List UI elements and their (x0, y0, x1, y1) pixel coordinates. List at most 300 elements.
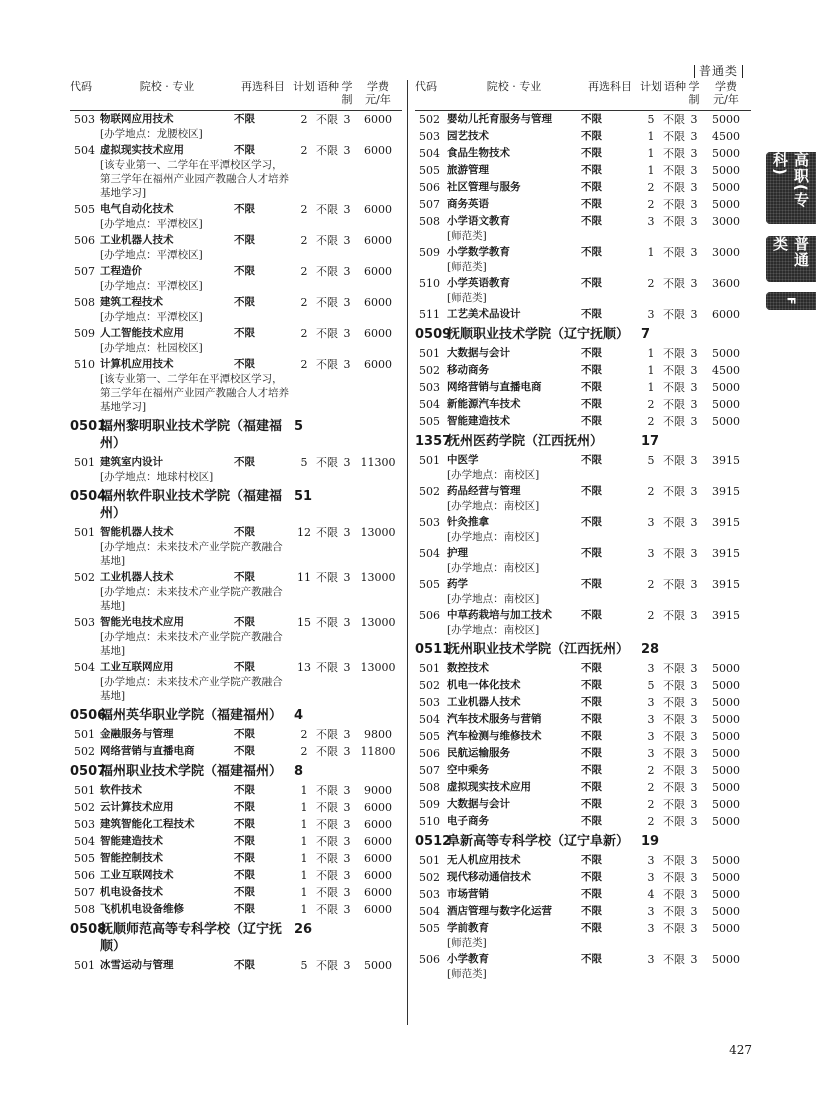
table-row (70, 867, 402, 884)
subject-requirement: 不限 (234, 835, 255, 847)
years: 3 (343, 456, 351, 469)
language: 不限 (316, 903, 338, 916)
table-row (415, 483, 751, 514)
table-row (415, 852, 751, 869)
major-code: 503 (419, 888, 440, 901)
table-row (415, 545, 751, 576)
subject-requirement: 不限 (581, 277, 602, 289)
plan-count: 3 (647, 547, 655, 560)
note-spacer (415, 291, 447, 305)
note-spacer (70, 630, 100, 658)
years: 3 (690, 713, 698, 726)
major-name: 移动商务 (447, 364, 489, 376)
language: 不限 (316, 959, 338, 972)
major-note: [办学地点：龙腰校区] (100, 128, 203, 140)
tab-general[interactable]: 普通类 (766, 236, 816, 282)
years: 3 (690, 415, 698, 428)
note-spacer (415, 468, 447, 482)
plan-count: 11 (297, 571, 311, 584)
years: 3 (690, 905, 698, 918)
major-name: 园艺技术 (447, 130, 489, 142)
years: 3 (343, 327, 351, 340)
major-note: [师范类] (447, 261, 487, 273)
fee: 5000 (712, 798, 740, 811)
major-note: [办学地点：平潭校区] (100, 280, 203, 292)
fee: 5000 (712, 922, 740, 935)
fee: 13000 (360, 571, 396, 584)
language: 不限 (316, 886, 338, 899)
page-number: 427 (729, 1043, 752, 1057)
plan-count: 1 (647, 246, 655, 259)
major-code: 510 (419, 815, 440, 828)
major-code: 507 (74, 265, 95, 278)
language: 不限 (663, 454, 685, 467)
header-code: 代码 (415, 80, 437, 93)
note-spacer (70, 158, 100, 200)
plan-count: 2 (647, 578, 655, 591)
plan-count: 3 (647, 713, 655, 726)
table-header (415, 80, 751, 111)
fee: 5000 (712, 815, 740, 828)
subject-requirement: 不限 (234, 234, 255, 246)
table-row (70, 111, 402, 142)
table-row (415, 694, 751, 711)
major-note: [办学地点：南校区] (447, 500, 540, 512)
subject-requirement: 不限 (581, 198, 602, 210)
tab-vocational[interactable]: 高职(专科) (766, 152, 816, 224)
years: 3 (690, 398, 698, 411)
table-row (415, 306, 751, 323)
school-plan: 51 (294, 489, 313, 504)
years: 3 (690, 662, 698, 675)
fee: 6000 (364, 852, 392, 865)
major-name: 工业机器人技术 (100, 571, 174, 583)
years: 3 (690, 246, 698, 259)
major-code: 501 (419, 347, 440, 360)
major-name: 电气自动化技术 (100, 203, 174, 215)
plan-count: 5 (300, 456, 308, 469)
major-code: 502 (419, 485, 440, 498)
years: 3 (690, 516, 698, 529)
language: 不限 (663, 781, 685, 794)
language: 不限 (316, 113, 338, 126)
plan-count: 3 (647, 730, 655, 743)
years: 3 (690, 871, 698, 884)
subject-requirement: 不限 (581, 113, 602, 125)
major-code: 501 (74, 784, 95, 797)
fee: 5000 (712, 747, 740, 760)
major-code: 506 (74, 869, 95, 882)
major-code: 502 (419, 679, 440, 692)
years: 3 (343, 745, 351, 758)
language: 不限 (316, 203, 338, 216)
fee: 6000 (364, 903, 392, 916)
subject-requirement: 不限 (581, 547, 602, 559)
fee: 5000 (712, 415, 740, 428)
note-spacer (415, 229, 447, 243)
language: 不限 (316, 456, 338, 469)
major-code: 503 (74, 616, 95, 629)
table-row (415, 452, 751, 483)
major-name: 护理 (447, 547, 468, 559)
language: 不限 (316, 869, 338, 882)
years: 3 (690, 798, 698, 811)
fee: 3000 (712, 215, 740, 228)
table-row (70, 263, 402, 294)
plan-count: 2 (300, 745, 308, 758)
years: 3 (690, 454, 698, 467)
language: 不限 (316, 801, 338, 814)
major-code: 504 (419, 713, 440, 726)
major-code: 505 (419, 415, 440, 428)
fee: 5000 (712, 398, 740, 411)
fee: 3915 (712, 547, 740, 560)
subject-requirement: 不限 (581, 713, 602, 725)
school-plan: 5 (294, 419, 304, 434)
years: 3 (690, 888, 698, 901)
language: 不限 (663, 679, 685, 692)
fee: 5000 (712, 347, 740, 360)
school-heading (70, 707, 402, 724)
subject-requirement: 不限 (581, 696, 602, 708)
language: 不限 (663, 277, 685, 290)
major-note: [办学地点：南校区] (447, 531, 540, 543)
language: 不限 (663, 198, 685, 211)
subject-requirement: 不限 (234, 903, 255, 915)
major-name: 民航运输服务 (447, 747, 510, 759)
table-row (415, 179, 751, 196)
subject-requirement: 不限 (234, 745, 255, 757)
plan-count: 3 (647, 854, 655, 867)
table-row (415, 111, 751, 128)
major-name: 工业互联网应用 (100, 661, 174, 673)
major-name: 软件技术 (100, 784, 142, 796)
header-lang: 语种 (664, 80, 686, 93)
plan-count: 1 (647, 347, 655, 360)
language: 不限 (663, 953, 685, 966)
fee: 3915 (712, 609, 740, 622)
language: 不限 (663, 798, 685, 811)
plan-count: 1 (300, 784, 308, 797)
fee: 3915 (712, 454, 740, 467)
school-name: 福州职业技术学院（福建福州） (100, 764, 283, 779)
major-code: 504 (74, 144, 95, 157)
subject-requirement: 不限 (234, 818, 255, 830)
fee: 9800 (364, 728, 392, 741)
subject-requirement: 不限 (234, 784, 255, 796)
subject-requirement: 不限 (234, 852, 255, 864)
major-code: 506 (419, 181, 440, 194)
major-note: [办学地点：平潭校区] (100, 218, 203, 230)
fee: 6000 (364, 358, 392, 371)
subject-requirement: 不限 (581, 953, 602, 965)
plan-count: 3 (647, 308, 655, 321)
plan-count: 2 (300, 234, 308, 247)
major-name: 建筑室内设计 (100, 456, 163, 468)
fee: 6000 (364, 113, 392, 126)
table-row (415, 745, 751, 762)
major-note: [办学地点：南校区] (447, 624, 540, 636)
table-row (70, 232, 402, 263)
language: 不限 (663, 364, 685, 377)
major-name: 小学数学教育 (447, 246, 510, 258)
plan-count: 5 (647, 454, 655, 467)
years: 3 (343, 818, 351, 831)
major-code: 504 (419, 905, 440, 918)
years: 3 (690, 764, 698, 777)
plan-count: 5 (647, 113, 655, 126)
subject-requirement: 不限 (581, 815, 602, 827)
table-row (415, 345, 751, 362)
fee: 6000 (364, 203, 392, 216)
header-lang: 语种 (317, 80, 339, 93)
school-heading (70, 488, 402, 522)
plan-count: 2 (647, 485, 655, 498)
major-code: 501 (74, 728, 95, 741)
school-heading (415, 641, 751, 658)
school-plan: 7 (641, 327, 651, 342)
subject-requirement: 不限 (581, 854, 602, 866)
subject-requirement: 不限 (234, 959, 255, 971)
years: 3 (343, 869, 351, 882)
subject-requirement: 不限 (581, 764, 602, 776)
major-note: [办学地点：杜园校区] (100, 342, 203, 354)
years: 3 (343, 296, 351, 309)
note-spacer (415, 967, 447, 981)
subject-requirement: 不限 (581, 888, 602, 900)
table-row (415, 213, 751, 244)
years: 3 (343, 203, 351, 216)
subject-requirement: 不限 (581, 905, 602, 917)
school-name: 抚顺师范高等专科学校（辽宁抚顺） (100, 922, 283, 954)
major-code: 501 (419, 662, 440, 675)
subject-requirement: 不限 (234, 265, 255, 277)
major-note: [办学地点：未来技术产业学院产教融合基地] (100, 586, 283, 612)
language: 不限 (663, 854, 685, 867)
major-name: 食品生物技术 (447, 147, 510, 159)
column-divider (407, 80, 408, 1025)
plan-count: 1 (647, 164, 655, 177)
years: 3 (690, 747, 698, 760)
fee: 6000 (364, 265, 392, 278)
header-school-major: 院校 · 专业 (486, 80, 542, 93)
subject-requirement: 不限 (581, 578, 602, 590)
language: 不限 (663, 516, 685, 529)
fee: 5000 (712, 905, 740, 918)
major-name: 虚拟现实技术应用 (447, 781, 531, 793)
subject-requirement: 不限 (581, 730, 602, 742)
major-name: 酒店管理与数字化运营 (447, 905, 552, 917)
note-spacer (415, 623, 447, 637)
table-row (415, 576, 751, 607)
school-name: 福州黎明职业技术学院（福建福州） (100, 419, 283, 451)
note-spacer (70, 341, 100, 355)
table-row (415, 796, 751, 813)
table-row (70, 142, 402, 201)
major-code: 504 (74, 835, 95, 848)
right-column (415, 80, 751, 982)
school-plan: 28 (641, 642, 660, 657)
major-name: 计算机应用技术 (100, 358, 174, 370)
subject-requirement: 不限 (234, 113, 255, 125)
school-plan: 26 (294, 922, 313, 937)
major-name: 冰雪运动与管理 (100, 959, 174, 971)
language: 不限 (316, 526, 338, 539)
note-spacer (70, 217, 100, 231)
plan-count: 1 (300, 886, 308, 899)
major-code: 502 (74, 571, 95, 584)
major-name: 工业机器人技术 (100, 234, 174, 246)
note-spacer (70, 675, 100, 703)
fee: 6000 (364, 835, 392, 848)
fee: 6000 (364, 801, 392, 814)
table-row (415, 275, 751, 306)
major-name: 飞机机电设备维修 (100, 903, 184, 915)
fee: 5000 (364, 959, 392, 972)
language: 不限 (316, 818, 338, 831)
major-name: 机电一体化技术 (447, 679, 521, 691)
major-name: 人工智能技术应用 (100, 327, 184, 339)
header-years: 学 制 (688, 80, 700, 106)
years: 3 (690, 609, 698, 622)
years: 3 (690, 730, 698, 743)
header-subject: 再选科目 (241, 80, 285, 93)
plan-count: 12 (297, 526, 311, 539)
subject-requirement: 不限 (581, 415, 602, 427)
plan-count: 3 (647, 905, 655, 918)
fee: 9000 (364, 784, 392, 797)
major-code: 506 (74, 234, 95, 247)
subject-requirement: 不限 (234, 728, 255, 740)
fee: 6000 (364, 296, 392, 309)
fee: 5000 (712, 181, 740, 194)
table-row (415, 711, 751, 728)
subject-requirement: 不限 (234, 144, 255, 156)
subject-requirement: 不限 (581, 246, 602, 258)
years: 3 (343, 959, 351, 972)
language: 不限 (663, 415, 685, 428)
header-school-major: 院校 · 专业 (139, 80, 195, 93)
major-code: 504 (419, 147, 440, 160)
years: 3 (690, 347, 698, 360)
school-plan: 4 (294, 708, 304, 723)
table-row (415, 886, 751, 903)
major-note: [办学地点：平潭校区] (100, 311, 203, 323)
plan-count: 2 (647, 398, 655, 411)
table-row (415, 128, 751, 145)
fee: 5000 (712, 147, 740, 160)
plan-count: 1 (647, 130, 655, 143)
major-code: 506 (419, 747, 440, 760)
table-row (70, 850, 402, 867)
table-row (70, 201, 402, 232)
table-row (70, 614, 402, 659)
major-name: 汽车技术服务与营销 (447, 713, 542, 725)
major-name: 数控技术 (447, 662, 489, 674)
major-code: 501 (74, 526, 95, 539)
school-code: 0508 (70, 922, 107, 937)
language: 不限 (663, 215, 685, 228)
major-code: 502 (74, 801, 95, 814)
years: 3 (343, 358, 351, 371)
plan-count: 1 (300, 869, 308, 882)
major-code: 504 (74, 661, 95, 674)
years: 3 (690, 815, 698, 828)
years: 3 (343, 144, 351, 157)
language: 不限 (663, 398, 685, 411)
school-code: 0506 (70, 708, 107, 723)
plan-count: 15 (297, 616, 311, 629)
years: 3 (690, 696, 698, 709)
subject-requirement: 不限 (234, 203, 255, 215)
major-name: 智能建造技术 (447, 415, 510, 427)
fee: 13000 (360, 661, 396, 674)
school-heading (415, 433, 751, 450)
subject-requirement: 不限 (581, 485, 602, 497)
table-row (415, 362, 751, 379)
header-years: 学 制 (341, 80, 353, 106)
fee: 5000 (712, 781, 740, 794)
years: 3 (343, 661, 351, 674)
plan-count: 3 (647, 953, 655, 966)
years: 3 (690, 164, 698, 177)
subject-requirement: 不限 (581, 364, 602, 376)
years: 3 (343, 234, 351, 247)
plan-count: 5 (300, 959, 308, 972)
major-name: 智能光电技术应用 (100, 616, 184, 628)
language: 不限 (663, 662, 685, 675)
major-name: 学前教育 (447, 922, 489, 934)
major-name: 商务英语 (447, 198, 489, 210)
years: 3 (690, 277, 698, 290)
years: 3 (690, 547, 698, 560)
note-spacer (70, 470, 100, 484)
fee: 6000 (364, 886, 392, 899)
note-spacer (70, 127, 100, 141)
major-code: 508 (74, 903, 95, 916)
major-name: 现代移动通信技术 (447, 871, 531, 883)
table-row (415, 396, 751, 413)
school-code: 0501 (70, 419, 107, 434)
language: 不限 (316, 144, 338, 157)
language: 不限 (663, 164, 685, 177)
plan-count: 2 (300, 296, 308, 309)
major-code: 505 (419, 164, 440, 177)
plan-count: 3 (647, 871, 655, 884)
major-name: 中医学 (447, 454, 479, 466)
table-row (415, 379, 751, 396)
language: 不限 (316, 661, 338, 674)
major-code: 506 (419, 953, 440, 966)
fee: 5000 (712, 198, 740, 211)
school-heading (70, 921, 402, 955)
tab-letter-f[interactable]: F (766, 292, 816, 310)
table-row (415, 903, 751, 920)
major-name: 市场营销 (447, 888, 489, 900)
subject-requirement: 不限 (234, 296, 255, 308)
major-name: 工业机器人技术 (447, 696, 521, 708)
fee: 5000 (712, 381, 740, 394)
major-note: [师范类] (447, 937, 487, 949)
major-name: 大数据与会计 (447, 347, 510, 359)
plan-count: 2 (647, 764, 655, 777)
major-code: 510 (74, 358, 95, 371)
language: 不限 (663, 308, 685, 321)
major-name: 空中乘务 (447, 764, 489, 776)
fee: 6000 (364, 144, 392, 157)
major-name: 社区管理与服务 (447, 181, 521, 193)
major-name: 网络营销与直播电商 (447, 381, 542, 393)
